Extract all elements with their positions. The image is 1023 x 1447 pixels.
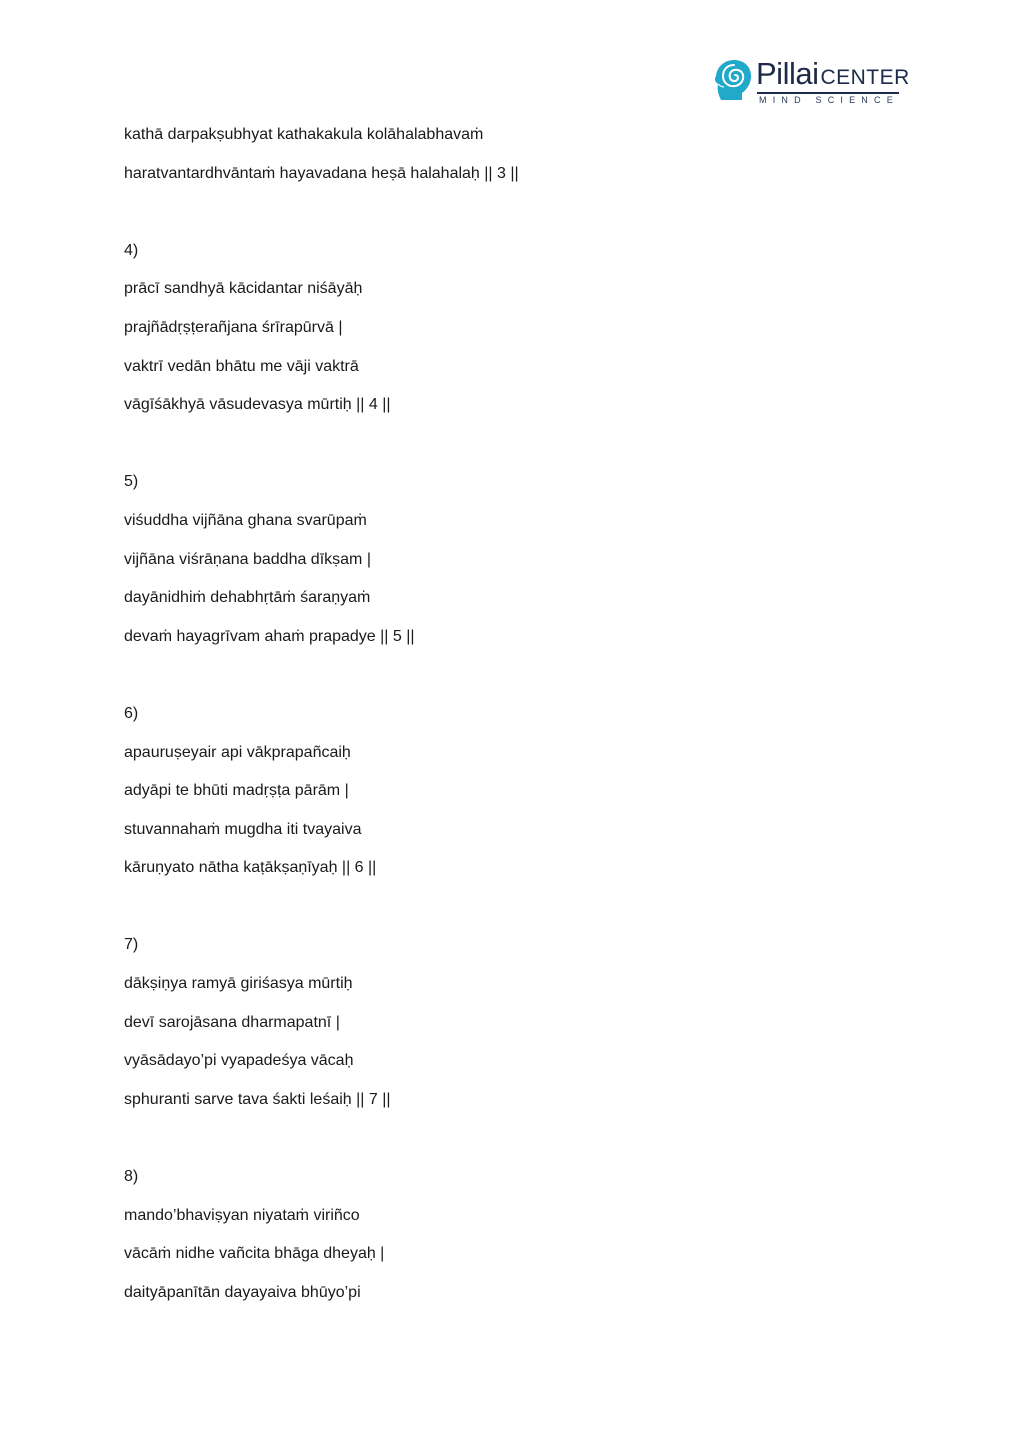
verse-line: dākṣiṇya ramyā giriśasya mūrtiḥ bbox=[124, 975, 353, 993]
verse-line: viśuddha vijñāna ghana svarūpaṁ bbox=[124, 511, 367, 529]
verse-block bbox=[124, 124, 884, 201]
verse-line: stuvannahaṁ mugdha iti tvayaiva bbox=[124, 820, 362, 838]
logo-divider bbox=[757, 92, 899, 94]
stanza-gap bbox=[124, 201, 884, 240]
verse-line: haratvantardhvāntaṁ hayavadana heṣā halahalaḥ || 3 || bbox=[124, 164, 519, 182]
stanza-gap bbox=[124, 664, 884, 703]
verse-line: vāgīśākhyā vāsudevasya mūrtiḥ || 4 || bbox=[124, 396, 391, 414]
verse-block bbox=[124, 934, 884, 1127]
logo-word: Pillai bbox=[756, 56, 819, 91]
verse-number: 5) bbox=[124, 473, 139, 491]
logo-tagline: MIND SCIENCE bbox=[759, 95, 899, 105]
verse-content bbox=[124, 124, 884, 1320]
verse-line: vijñāna viśrāṇana baddha dīkṣam | bbox=[124, 550, 371, 568]
verse-number: 8) bbox=[124, 1168, 139, 1186]
verse-block bbox=[124, 240, 884, 433]
pillai-center-logo bbox=[712, 56, 910, 108]
verse-line: kathā darpakṣubhyat kathakakula kolāhalabhavaṁ bbox=[124, 126, 484, 143]
verse-block bbox=[124, 703, 884, 896]
stanza-gap bbox=[124, 433, 884, 472]
verse-line: apauruṣeyair api vākprapañcaiḥ bbox=[124, 743, 351, 761]
verse-line: sphuranti sarve tava śakti leśaiḥ || 7 || bbox=[124, 1090, 391, 1108]
verse-line: prajñādṛṣṭerañjana śrīrapūrvā | bbox=[124, 318, 343, 336]
logo-center: CENTER bbox=[820, 66, 910, 89]
verse-line: vācāṁ nidhe vañcita bhāga dheyaḥ | bbox=[124, 1245, 385, 1263]
verse-line: vaktrī vedān bhātu me vāji vaktrā bbox=[124, 357, 359, 375]
verse-line: daityāpanītān dayayaiva bhūyo’pi bbox=[124, 1283, 361, 1301]
verse-line: devī sarojāsana dharmapatnī | bbox=[124, 1013, 340, 1031]
verse-number: 7) bbox=[124, 936, 139, 954]
verse-number: 6) bbox=[124, 704, 139, 722]
stanza-gap bbox=[124, 896, 884, 935]
verse-block bbox=[124, 471, 884, 664]
verse-line: adyāpi te bhūti madṛṣṭa pārām | bbox=[124, 782, 349, 800]
logo-wordmark bbox=[756, 58, 910, 89]
verse-line: vyāsādayo’pi vyapadeśya vācaḥ bbox=[124, 1052, 354, 1070]
verse-line: dayānidhiṁ dehabhṛtāṁ śaraṇyaṁ bbox=[124, 589, 371, 607]
verse-line: prācī sandhyā kācidantar niśāyāḥ bbox=[124, 280, 363, 298]
verse-line: devaṁ hayagrīvam ahaṁ prapadye || 5 || bbox=[124, 627, 415, 645]
verse-line: mando’bhaviṣyan niyataṁ viriñco bbox=[124, 1206, 360, 1224]
head-profile-spiral-icon bbox=[712, 56, 754, 104]
verse-number: 4) bbox=[124, 241, 139, 259]
verse-line: kāruṇyato nātha kaṭākṣaṇīyaḥ || 6 || bbox=[124, 859, 377, 877]
verse-block bbox=[124, 1166, 884, 1320]
stanza-gap bbox=[124, 1127, 884, 1166]
